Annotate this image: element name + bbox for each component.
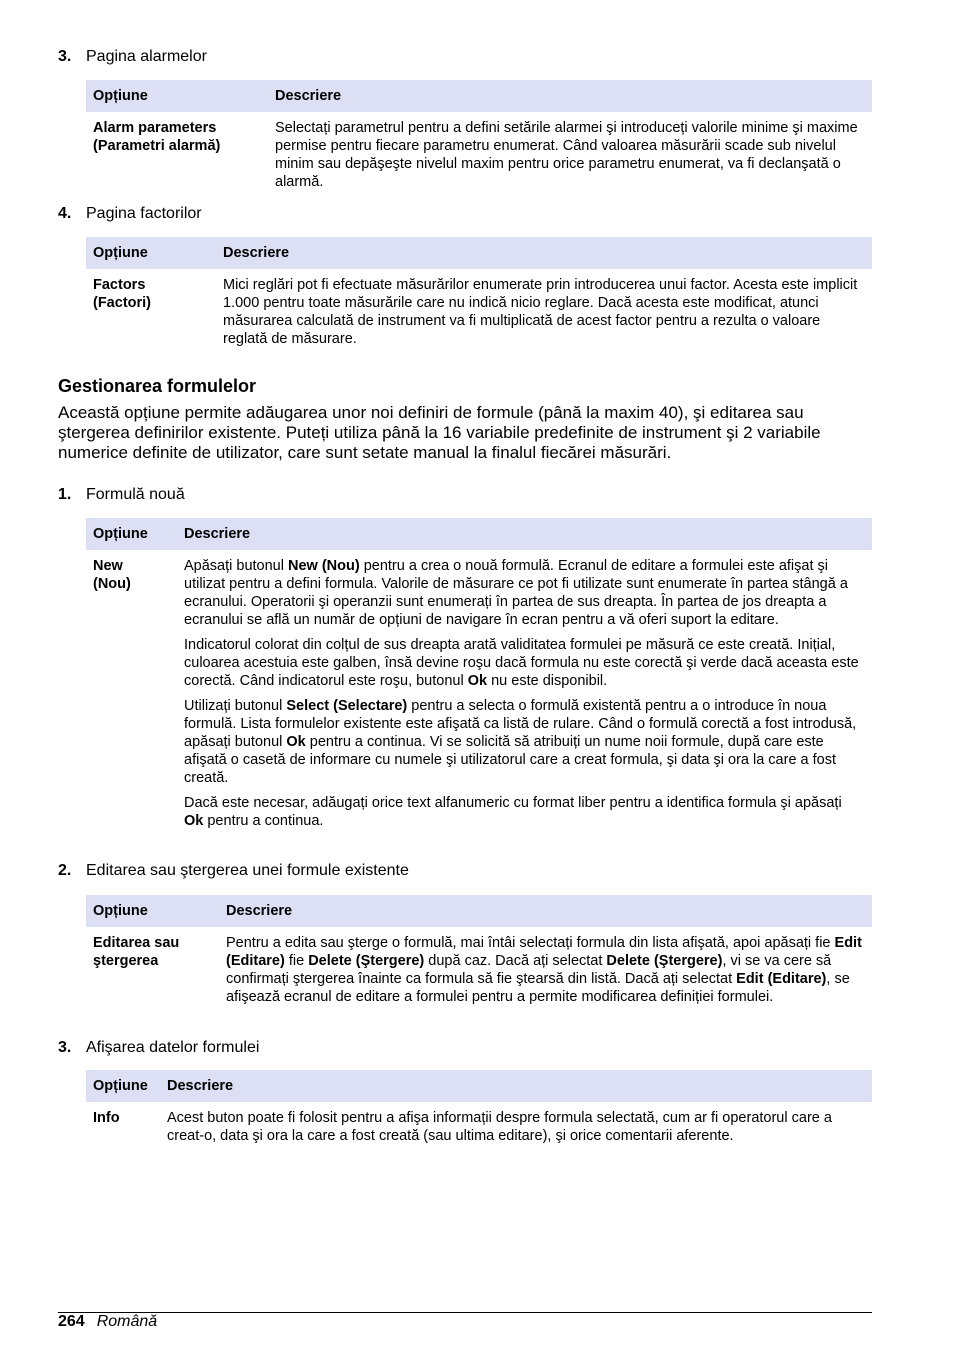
column-header-option: Opțiune [86, 237, 216, 269]
description-paragraph: Indicatorul colorat din colțul de sus dreapta arată validitatea formulei pe măsură ce este creată. Inițial, culoarea acestuia este galben, însă devine roşu dacă formula nu este corectă şi verde dacă aceasta este corectă. Când indicatorul este roşu, butonul Ok nu este disponibil. [184, 637, 859, 689]
section-title: Gestionarea formulelor [58, 376, 257, 396]
step-label: Afişarea datelor formulei [86, 1039, 260, 1056]
description-paragraph: Pentru a edita sau şterge o formulă, mai întâi selectați formula din lista afişată, apoi apăsați fie Edit (Editare) fie Delete (Ştergere) după caz. Dacă ați selectat Delete (Ştergere), vi se va cere să confirmați ştergerea înainte ca formula să fie ştearsă din listă. Dacă ați selectat Edit (Editare), se afişează ecranul de editare a formulei pentru a permite modificarea definiției formulei. [226, 935, 862, 1005]
option-name-line: (Nou) [93, 576, 131, 592]
step-alarm-page [58, 47, 207, 67]
table-row [86, 1102, 872, 1152]
column-header-option: Opțiune [86, 895, 219, 927]
column-header-option: Opțiune [86, 518, 177, 550]
step-label: Formulă nouă [86, 486, 185, 503]
description-paragraph: Apăsați butonul New (Nou) pentru a crea o nouă formulă. Ecranul de editare a formulei este afişat şi utilizat pentru a defini formula. Valorile de măsurare ce pot fi utilizate sunt enumerate în partea stângă a ecranului. Operatorii şi operanzii sunt enumerați în partea de sus dreapta. În partea de jos dreapta a ecranului se află un număr de opțiuni de navigare în ecran pentru a vă oferi suport la editare. [184, 558, 848, 628]
select-button-reference: Select (Selectare) [286, 698, 408, 714]
option-name-line: ştergerea [93, 953, 159, 969]
step-number: 3. [58, 1039, 72, 1056]
description-text: Mici reglări pot fi efectuate măsurărilor enumerate prin introducerea unui factor. Acesta este implicit 1.000 pentru toate măsurările care nu indică nicio reglare. Dacă acesta este modificat, atunci măsurarea calculată de instrument va fi multiplicată de acest factor pentru a rezulta o valoare reglată de măsurare. [223, 277, 858, 347]
table-row [86, 269, 872, 355]
step-new-formula [58, 485, 185, 505]
delete-button-reference: Delete (Ştergere) [308, 953, 425, 969]
column-header-description: Descriere [219, 895, 872, 927]
page-footer [58, 1312, 157, 1332]
footer-language: Română [96, 1313, 158, 1330]
new-formula-options-table [86, 518, 872, 837]
step-edit-delete-formula [58, 861, 409, 881]
table-row [86, 112, 872, 198]
column-header-description: Descriere [160, 1070, 872, 1102]
option-name [86, 550, 177, 837]
option-name-line: Factors [93, 277, 146, 293]
option-description [219, 927, 872, 1013]
option-name-line: Editarea sau [93, 935, 180, 951]
step-number: 3. [58, 48, 72, 65]
table-row [86, 550, 872, 837]
description-paragraph: Utilizați butonul Select (Selectare) pentru a selecta o formulă existentă pentru a o introduce în noua formulă. Lista formulelor existente este afişată ca listă de rulare. Când o formulă corectă a fost introdusă, apăsați butonul Ok pentru a continua. Vi se solicită să atribuiți un nume noii formule, după care este afişată o casetă de informare cu numele şi utilizatorul care a creat formula, şi data şi ora la care a fost creată. [184, 698, 857, 786]
ok-button-reference: Ok [467, 673, 488, 689]
option-name-line: New [93, 558, 123, 574]
option-name-line: Alarm parameters [93, 120, 217, 136]
column-header-description: Descriere [216, 237, 872, 269]
option-description [268, 112, 872, 198]
factors-options-table [86, 237, 872, 355]
new-button-reference: New (Nou) [288, 558, 360, 574]
option-description [216, 269, 872, 355]
step-formula-info [58, 1038, 259, 1058]
option-description [177, 550, 872, 837]
option-name-line: (Factori) [93, 295, 151, 311]
option-name-line: (Parametri alarmă) [93, 138, 221, 154]
alarm-options-table [86, 80, 872, 198]
option-name [86, 269, 216, 355]
step-label: Pagina alarmelor [86, 48, 207, 65]
ok-button-reference: Ok [184, 813, 204, 829]
page-number: 264 [58, 1313, 85, 1330]
step-label: Pagina factorilor [86, 205, 202, 222]
step-number: 4. [58, 205, 72, 222]
step-label: Editarea sau ştergerea unei formule existente [86, 862, 409, 879]
option-name [86, 112, 268, 198]
info-options-table [86, 1070, 872, 1152]
column-header-option: Opțiune [86, 1070, 160, 1102]
table-row [86, 927, 872, 1013]
delete-button-reference: Delete (Ştergere) [606, 953, 723, 969]
edit-button-reference: Edit (Editare) [226, 935, 862, 969]
description-text: Acest buton poate fi folosit pentru a afişa informații despre formula selectată, cum ar fi operatorul care a creat-o, data şi ora la care a fost creată (sau ultima editare), şi orice comentarii aferente. [167, 1110, 832, 1144]
column-header-description: Descriere [177, 518, 872, 550]
option-name: Info [93, 1110, 120, 1126]
column-header-option: Opțiune [86, 80, 268, 112]
description-text: Selectați parametrul pentru a defini setările alarmei şi introduceți valorile minime şi maxime permise pentru fiecare parametru enumerat. Când valoarea măsurării scade sub nivelul minim sau depăşeşte nivelul maxim pentru orice parametru enumerat, va fi declanşată o alarmă. [275, 120, 858, 190]
section-intro: Această opțiune permite adăugarea unor noi definiri de formule (până la maxim 40), şi editarea sau ştergerea definirilor existente. Puteți utiliza până la 16 variabile predefinite de instrument şi 2 variabile numerice definite de utilizator, care sunt setate manual la finalul fiecărei măsurări. [58, 403, 821, 462]
step-number: 1. [58, 486, 72, 503]
column-header-description: Descriere [268, 80, 872, 112]
option-name [86, 927, 219, 1013]
option-description [160, 1102, 872, 1152]
edit-button-reference: Edit (Editare) [736, 971, 827, 987]
edit-delete-options-table [86, 895, 872, 1013]
ok-button-reference: Ok [286, 734, 306, 750]
step-number: 2. [58, 862, 72, 879]
footer-divider [58, 1312, 872, 1313]
description-paragraph: Dacă este necesar, adăugați orice text alfanumeric cu format liber pentru a identifica formula şi apăsați Ok pentru a continua. [184, 795, 842, 829]
step-factors-page [58, 204, 202, 224]
